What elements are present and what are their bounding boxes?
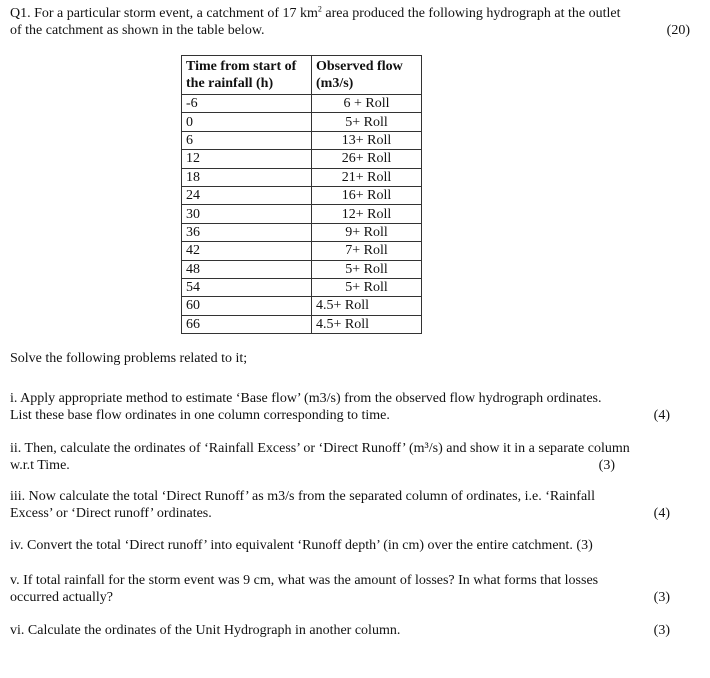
header-flow: Observed flow (m3/s) [312, 56, 422, 95]
table-row [182, 297, 422, 315]
question-marks: (20) [666, 23, 690, 38]
table-row [182, 315, 422, 333]
table-row [182, 113, 422, 131]
table-row [182, 186, 422, 204]
time-cell: 54 [182, 278, 312, 296]
part-i-line2: List these base flow ordinates in one column corresponding to time. (4) [10, 408, 670, 423]
part-iv-marks: (3) [576, 538, 593, 553]
flow-cell: 9+ Roll [312, 223, 422, 241]
time-cell: 48 [182, 260, 312, 278]
part-iii [10, 488, 700, 522]
table-row [182, 278, 422, 296]
part-iii-marks: (4) [653, 506, 670, 521]
part-vi-marks: (3) [653, 623, 670, 638]
flow-cell: 16+ Roll [312, 186, 422, 204]
part-ii-marks: (3) [598, 458, 615, 473]
question-line-2 [10, 22, 700, 39]
part-v [10, 572, 700, 606]
part-iii-line2: Excess’ or ‘Direct runoff’ ordinates. (4) [10, 506, 670, 521]
part-i [10, 390, 700, 424]
flow-cell: 21+ Roll [312, 168, 422, 186]
part-ii-line2: w.r.t Time. (3) [10, 458, 615, 473]
flow-cell: 4.5+ Roll [312, 315, 422, 333]
part-i-line1: i. Apply appropriate method to estimate ‘Base flow’ (m3/s) from the observed flow hydrograph ordinates. [10, 391, 602, 406]
time-cell: 0 [182, 113, 312, 131]
part-iv-line1: iv. Convert the total ‘Direct runoff’ into equivalent ‘Runoff depth’ (in cm) over the entire catchment. (3) [10, 538, 593, 553]
time-cell: 36 [182, 223, 312, 241]
hydrograph-table [181, 55, 422, 334]
question-text-pre: Q1. For a particular storm event, a catchment of 17 km [10, 6, 318, 21]
table-row [182, 168, 422, 186]
table-header-row [182, 56, 422, 95]
flow-cell: 5+ Roll [312, 278, 422, 296]
part-v-line2: occurred actually? (3) [10, 590, 670, 605]
flow-cell: 5+ Roll [312, 113, 422, 131]
time-cell: 66 [182, 315, 312, 333]
question-line-1 [10, 5, 700, 22]
intro-text: Solve the following problems related to it; [10, 351, 248, 366]
part-vi-line1: vi. Calculate the ordinates of the Unit Hydrograph in another column. (3) [10, 623, 670, 638]
time-cell: -6 [182, 95, 312, 113]
flow-cell: 13+ Roll [312, 131, 422, 149]
question-text-line2: of the catchment as shown in the table below. [10, 23, 265, 38]
table-row [182, 205, 422, 223]
table-row [182, 150, 422, 168]
part-iii-line1: iii. Now calculate the total ‘Direct Runoff’ as m3/s from the separated column of ordinates, i.e. ‘Rainfall [10, 489, 595, 504]
table-body [182, 95, 422, 334]
time-cell: 60 [182, 297, 312, 315]
part-v-marks: (3) [653, 590, 670, 605]
table-row [182, 223, 422, 241]
flow-cell: 12+ Roll [312, 205, 422, 223]
flow-cell: 4.5+ Roll [312, 297, 422, 315]
time-cell: 24 [182, 186, 312, 204]
flow-cell: 7+ Roll [312, 242, 422, 260]
flow-cell: 6 + Roll [312, 95, 422, 113]
flow-cell: 5+ Roll [312, 260, 422, 278]
time-cell: 42 [182, 242, 312, 260]
time-cell: 12 [182, 150, 312, 168]
table-row [182, 131, 422, 149]
superscript-2: 2 [317, 4, 322, 14]
part-vi [10, 622, 700, 639]
part-ii-line1: ii. Then, calculate the ordinates of ‘Rainfall Excess’ or ‘Direct Runoff’ (m³/s) and show it in a separate column [10, 441, 630, 456]
time-cell: 30 [182, 205, 312, 223]
part-iv [10, 537, 700, 554]
flow-cell: 26+ Roll [312, 150, 422, 168]
header-time: Time from start of the rainfall (h) [182, 56, 312, 95]
question-text-post: area produced the following hydrograph at the outlet [321, 6, 621, 21]
table-row [182, 95, 422, 113]
part-ii [10, 440, 700, 474]
time-cell: 6 [182, 131, 312, 149]
part-i-marks: (4) [653, 408, 670, 423]
table-row [182, 260, 422, 278]
time-cell: 18 [182, 168, 312, 186]
table-row [182, 242, 422, 260]
part-v-line1: v. If total rainfall for the storm event was 9 cm, what was the amount of losses? In what forms that losses [10, 573, 599, 588]
